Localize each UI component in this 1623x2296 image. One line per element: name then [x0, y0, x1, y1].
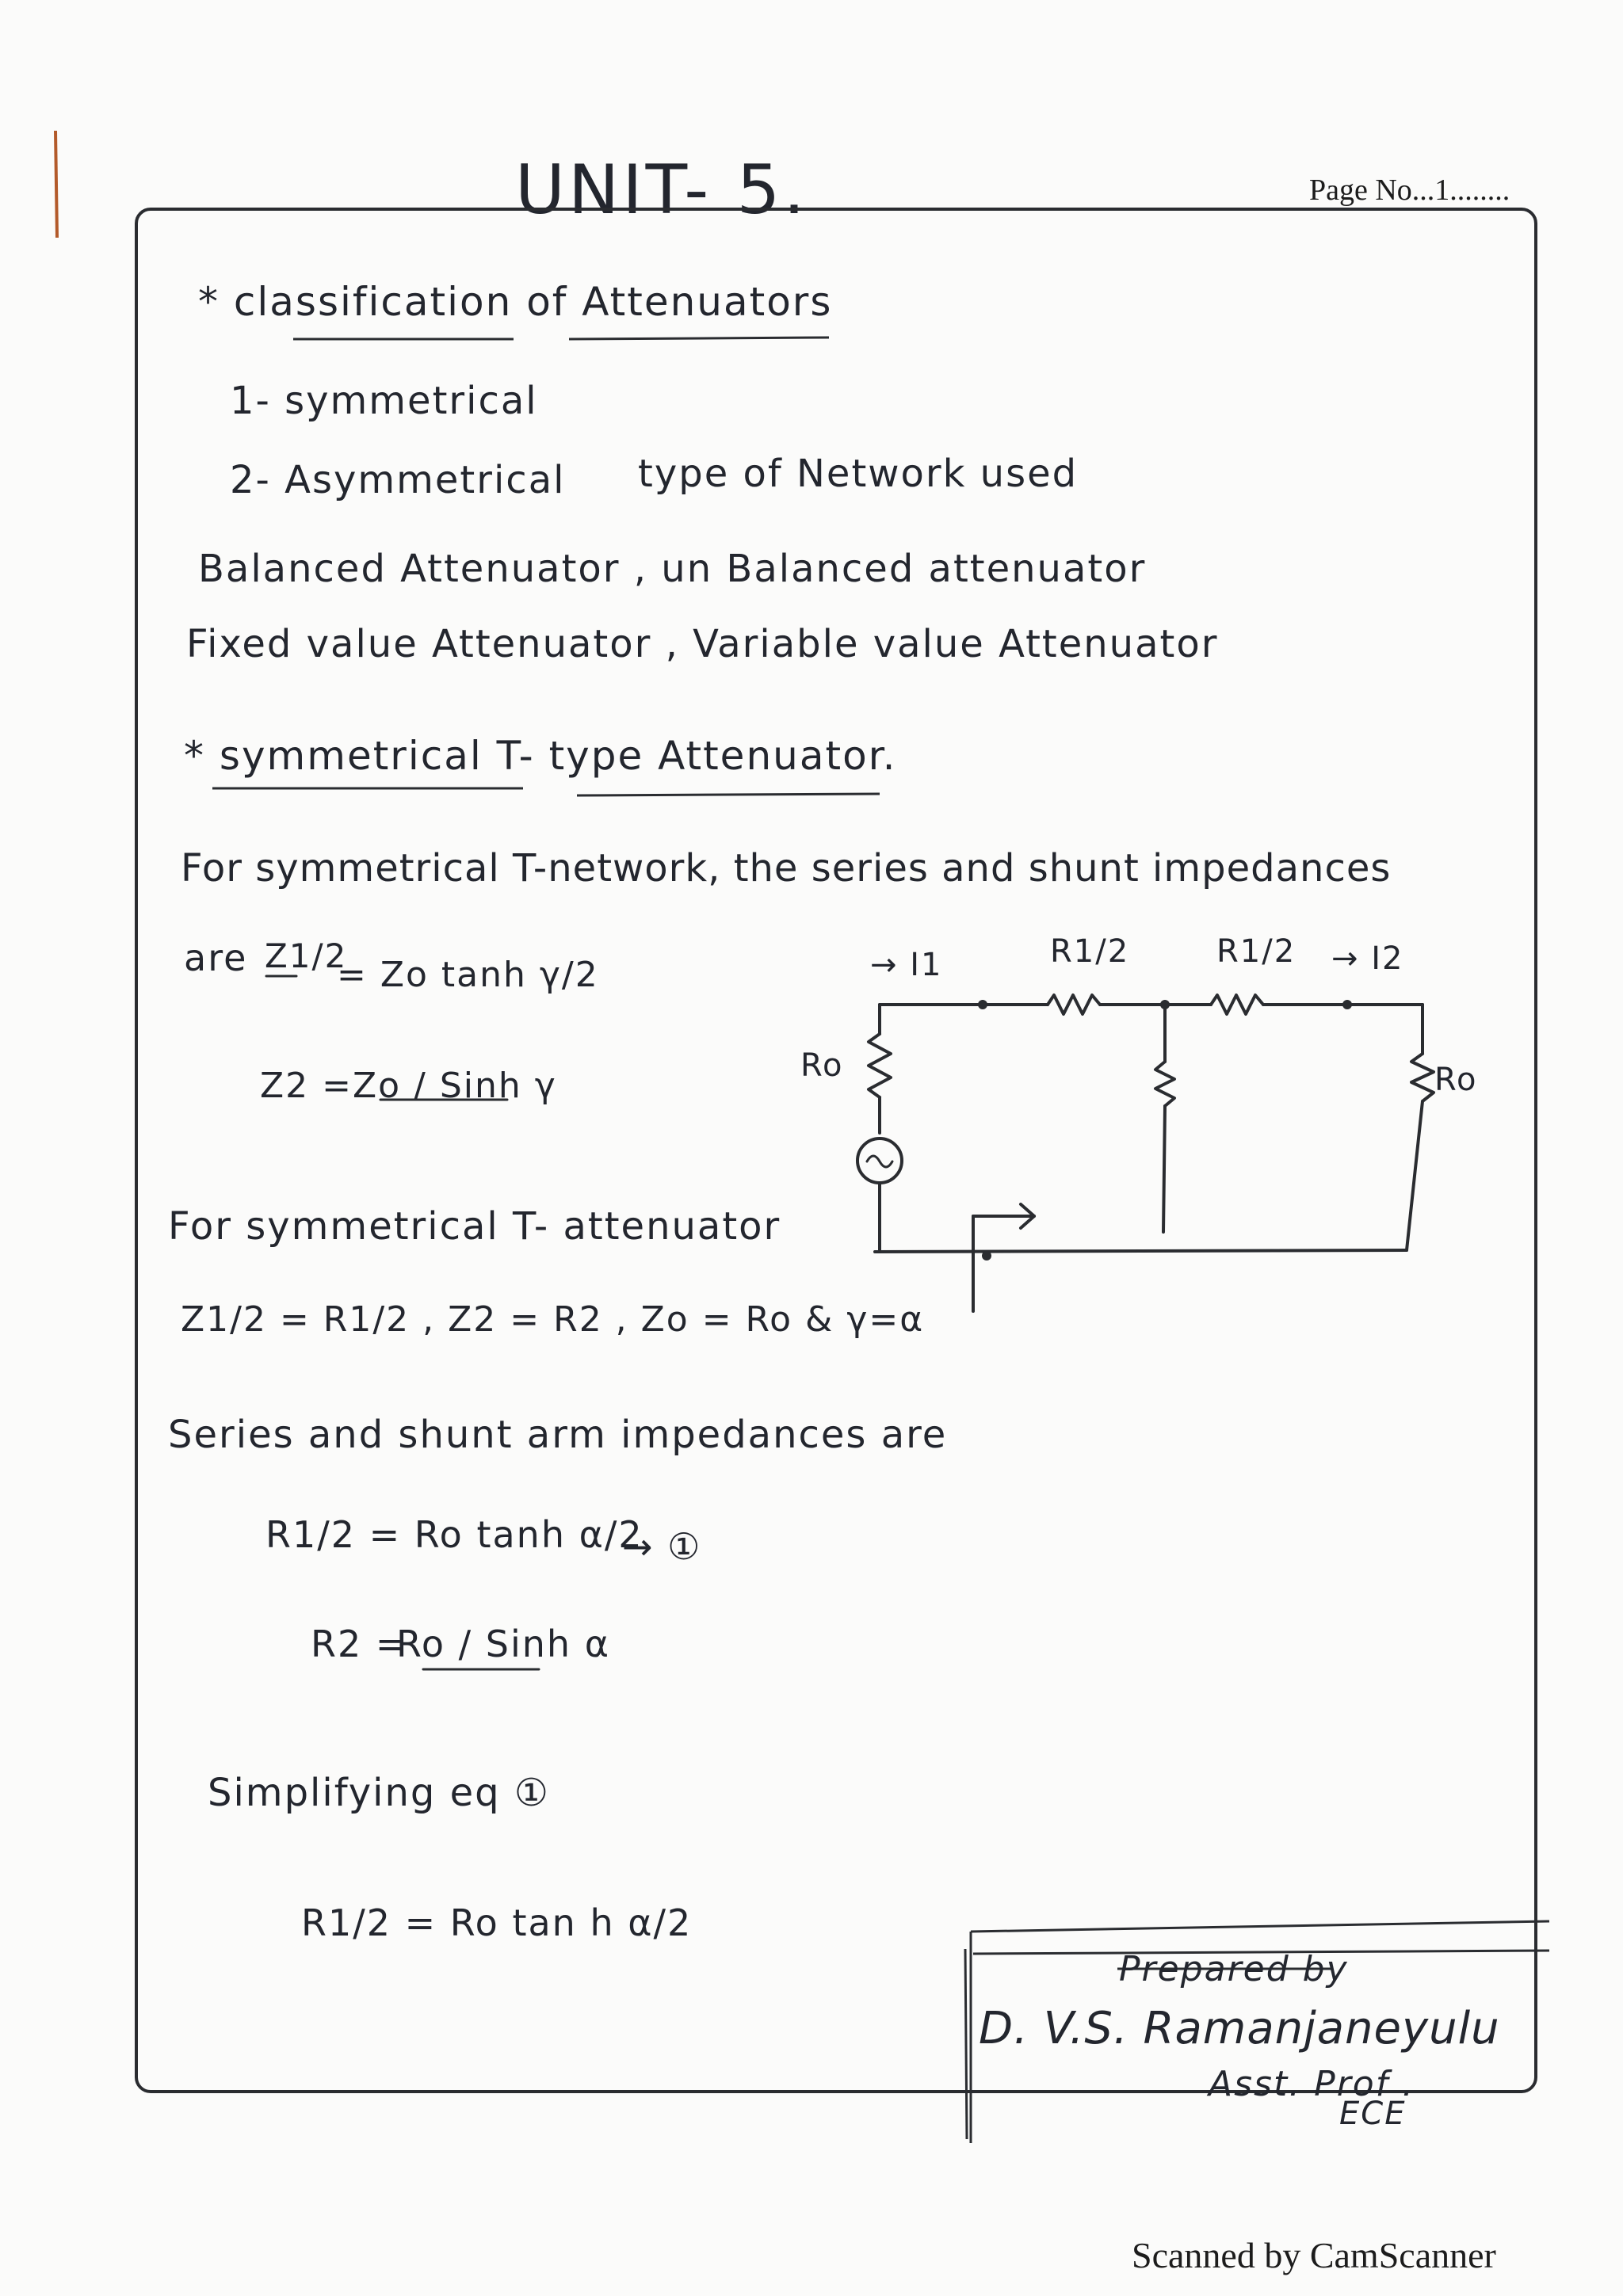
equation-3-tag: → ①: [622, 1525, 702, 1568]
t-network-intro: For symmetrical T-network, the series and shunt impedances: [181, 846, 1392, 891]
equation-4-rhs: Ro / Sinh α: [396, 1623, 611, 1665]
relations-line: Z1/2 = R1/2 , Z2 = R2 , Zo = Ro & γ=α: [181, 1299, 925, 1340]
series-shunt-line: Series and shunt arm impedances are: [168, 1413, 948, 1457]
classification-item-2: 2- Asymmetrical: [230, 458, 566, 502]
classification-item-1: 1- symmetrical: [230, 379, 538, 423]
series-resistor-left-label: R1/2: [1050, 933, 1130, 970]
equation-2-rhs: Zo / Sinh γ: [353, 1066, 557, 1106]
classification-item-2-note: type of Network used: [638, 452, 1079, 496]
for-t-attenuator: For symmetrical T- attenuator: [168, 1204, 781, 1249]
page-number: Page No...1........: [1309, 174, 1510, 207]
unit-title: UNIT- 5.: [515, 151, 808, 230]
series-resistor-right-label: R1/2: [1216, 933, 1296, 970]
fixed-attenuator-line: Fixed value Attenuator , Variable value Attenuator: [186, 622, 1219, 666]
equation-1-lhs: Z1/2: [265, 936, 348, 975]
simplifying-line: Simplifying eq ①: [208, 1771, 550, 1815]
equation-5: R1/2 = Ro tan h α/2: [301, 1901, 693, 1944]
equation-2-lhs: Z2 =: [260, 1066, 353, 1106]
load-resistor-label: Ro: [1434, 1062, 1478, 1098]
balanced-attenuator-line: Balanced Attenuator , un Balanced attenuator: [198, 547, 1147, 591]
are-label: are: [184, 936, 248, 979]
classification-heading: * classification of Attenuators: [198, 279, 833, 325]
equation-3: R1/2 = Ro tanh α/2: [265, 1513, 643, 1556]
signature-name: D. V.S. Ramanjaneyulu: [979, 2003, 1500, 2054]
scanner-watermark: Scanned by CamScanner: [1132, 2235, 1496, 2275]
source-resistor-label: Ro: [800, 1047, 844, 1084]
current-out-label: → I2: [1331, 940, 1404, 977]
t-type-heading: * symmetrical T- type Attenuator.: [184, 733, 897, 779]
equation-1-rhs: = Zo tanh γ/2: [337, 955, 599, 995]
equation-4-lhs: R2 =: [311, 1623, 408, 1665]
signature-designation: Asst. Prof .: [1209, 2064, 1415, 2104]
prepared-by-label: Prepared by: [1119, 1949, 1349, 1989]
current-in-label: → I1: [870, 947, 943, 983]
signature-dept: ECE: [1339, 2096, 1407, 2132]
